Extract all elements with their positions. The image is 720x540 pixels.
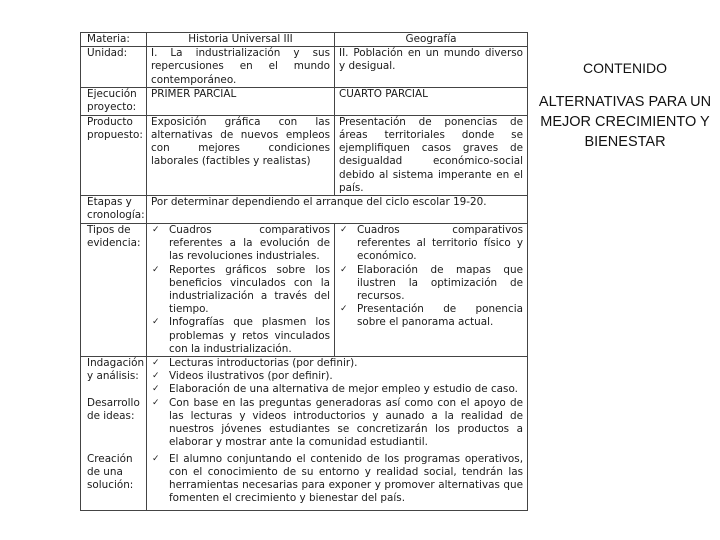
evidencia-history [147,224,335,357]
list-item [152,396,523,450]
list-item-text: Cuadros comparativos referentes a la evolución de las revoluciones industriales. [169,224,330,263]
etapas-text: Por determinar dependiendo el arranque del ciclo escolar 19-20. [147,196,528,224]
row-label-desarrollo: Desarrollo de ideas: [81,397,147,453]
list-item-text: Cuadros comparativos referentes al territorio físico y económico. [357,224,523,263]
list-item-text: Elaboración de una alternativa de mejor empleo y estudio de caso. [169,383,518,396]
desarrollo-cell [147,397,528,453]
checkmark-icon: ✓ [340,304,348,315]
row-label-indagacion: Indagación y análisis: [81,357,147,397]
row-label-materia: Materia: [81,33,147,47]
checkmark-icon: ✓ [340,264,348,275]
list-item-text: El alumno conjuntando el contenido de los programas operativos, con el conocimiento de su entorno y realidad social, tendrán las herramientas necesarias para exponer y promover alternativas que fomenten el crecimiento y bienestar del país. [169,452,523,505]
checkmark-icon: ✓ [152,264,160,275]
evidencia-history-list [151,224,330,356]
producto-history: Exposición gráfica con las alternativas de nuevos empleos con mejores condiciones laborales (factibles y realistas) [147,115,335,195]
list-item-text: Reportes gráficos sobre los beneficios vinculados con la industrialización a través del tiempo. [169,263,330,316]
list-item-text: Infografías que plasmen los problemas y retos vinculados con la industrialización. [169,316,330,355]
list-item-text: Lecturas introductorias (por definir). [169,357,358,370]
checkmark-icon: ✓ [152,453,160,464]
row-label-creacion: Creación de una solución: [81,453,147,511]
header-history: Historia Universal III [147,33,335,47]
indagacion-list [151,357,523,397]
list-item [152,452,523,506]
producto-geography: Presentación de ponencias de áreas territoriales donde se ejemplifiquen casos graves de desigualdad económico-social debido al sistema imperante en el país. [335,115,528,195]
list-item [152,263,330,317]
project-table [80,32,528,511]
creacion-row [81,453,528,511]
checkmark-icon: ✓ [152,397,160,408]
list-item [152,316,330,356]
checkmark-icon: ✓ [152,358,160,369]
list-item-text: Elaboración de mapas que ilustren la optimización de recursos. [357,263,523,303]
ejecucion-geography: CUARTO PARCIAL [335,87,528,115]
evidencia-geography [335,224,528,357]
desarrollo-row [81,397,528,453]
checkmark-icon: ✓ [152,225,160,236]
row-label-producto: Producto propuesto: [81,115,147,195]
document-table-image [80,32,527,505]
row-label-ejecucion: Ejecución proyecto: [81,87,147,115]
list-item [152,383,523,396]
list-item [152,224,330,264]
desarrollo-list [151,397,523,450]
slide-title: CONTENIDO [583,60,667,76]
row-label-etapas: Etapas y cronología: [81,196,147,224]
checkmark-icon: ✓ [152,384,160,395]
list-item [152,370,523,383]
row-label-evidencia: Tipos de evidencia: [81,224,147,357]
indagacion-row [81,357,528,397]
list-item-text: Con base en las preguntas generadoras así como con el apoyo de las lecturas y videos introductorios y aunado a la realidad de nuestros jóvenes estudiantes se concretizarán los productos a elaborar y mostrar ante la comunidad estudiantil. [169,396,523,449]
list-item [340,263,523,304]
list-item [340,303,523,329]
unidad-geography: II. Población en un mundo diverso y desigual. [335,47,528,88]
evidencia-geography-list [339,224,523,330]
header-geography: Geografía [335,33,528,47]
row-label-unidad: Unidad: [81,47,147,88]
creacion-cell [147,453,528,511]
checkmark-icon: ✓ [152,371,160,382]
creacion-list [151,453,523,506]
slide-body-text: ALTERNATIVAS PARA UN MEJOR CRECIMIENTO Y BIENESTAR [538,94,712,150]
list-item [340,224,523,264]
producto-row [81,115,528,195]
header-row [81,33,528,47]
indagacion-cell [147,357,528,397]
list-item [152,357,523,370]
list-item-text: Videos ilustrativos (por definir). [169,370,333,383]
checkmark-icon: ✓ [152,317,160,328]
ejecucion-row [81,87,528,115]
unidad-history: I. La industrialización y sus repercusiones en el mundo contemporáneo. [147,47,335,88]
unidad-row [81,47,528,88]
etapas-row [81,196,528,224]
ejecucion-history: PRIMER PARCIAL [147,87,335,115]
list-item-text: Presentación de ponencia sobre el panorama actual. [357,303,523,329]
checkmark-icon: ✓ [340,225,348,236]
evidencia-row [81,224,528,357]
